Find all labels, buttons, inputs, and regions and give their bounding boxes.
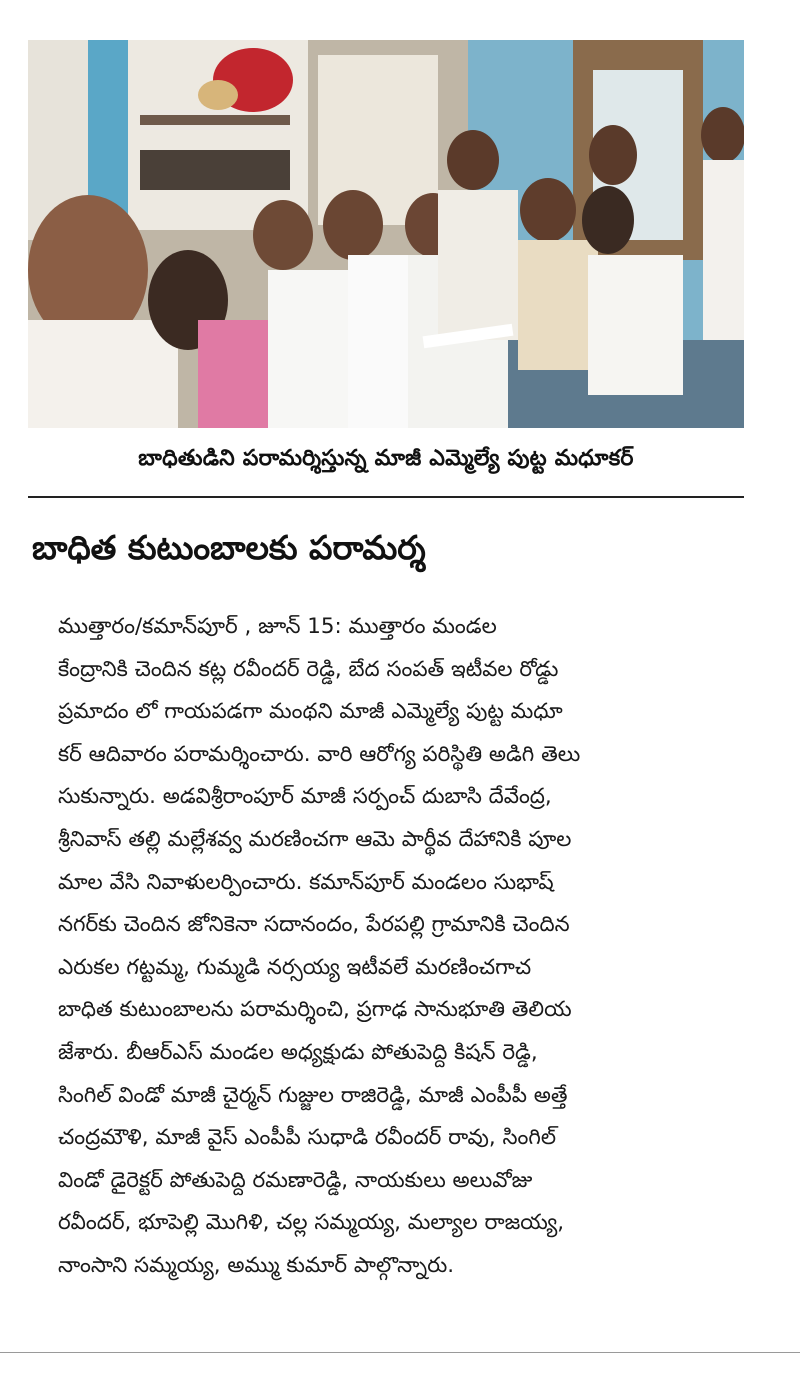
body-line: విండో డైరెక్టర్ పోతుపెద్ది రమణారెడ్డి, నాయకులు అలువోజు [58,1167,533,1193]
body-line: చంద్రమౌళి, మాజీ వైస్ ఎంపీపీ సుధాడి రవీందర్ రావు, సింగిల్ [58,1125,556,1151]
body-line: నగర్‌కు చెందిన జోనికెనా సదానందం, పేరపల్లి గ్రామానికి చెందిన [58,912,570,938]
body-line: కేంద్రానికి చెందిన కట్ల రవీందర్ రెడ్డి, బేద సంపత్ ఇటీవల రోడ్డు [58,656,559,682]
body-line: ప్రమాదం లో గాయపడగా మంథని మాజీ ఎమ్మెల్యే పుట్ట మధూ [58,699,563,725]
article-headline: బాధిత కుటుంబాలకు పరామర్శ [32,528,426,567]
body-line: బాధిత కుటుంబాలను పరామర్శించి, ప్రగాఢ సానుభూతి తెలియ [58,997,572,1023]
body-line: రవీందర్, భూపెల్లి మొగిళి, చల్ల సమ్మయ్య, మల్యాల రాజయ్య, [58,1210,565,1236]
body-line: శ్రీనివాస్ తల్లి మల్లేశవ్వ మరణించగా ఆమె పార్థీవ దేహానికి పూల [58,826,572,852]
article-body [58,606,744,1288]
photo-caption: బాధితుడిని పరామర్శిస్తున్న మాజీ ఎమ్మెల్యే పుట్ట మధూకర్ [138,446,634,471]
body-line: సుకున్నారు. అడవిశ్రీరాంపూర్ మాజీ సర్పంచ్ దుబాసి దేవేంద్ర, [58,784,552,810]
body-line: నాంసాని సమ్మయ్య, అమ్ము కుమార్ పాల్గొన్నారు. [58,1252,455,1278]
body-line: మాల వేసి నివాళులర్పించారు. కమాన్‌పూర్ మండలం సుభాష్ [58,869,554,895]
body-line: ఎరుకల గట్టమ్మ, గుమ్మడి నర్సయ్య ఇటీవలే మరణించగాచ [58,954,532,980]
divider [28,496,744,498]
body-line: సింగిల్ విండో మాజీ చైర్మన్ గుజ్జుల రాజిరెడ్డి, మాజీ ఎంపీపీ అత్తే [58,1082,568,1108]
body-line: ముత్తారం/కమాన్‌పూర్ , జూన్ 15: ముత్తారం మండల [58,614,497,639]
divider [0,1352,800,1353]
news-photo [28,40,744,428]
body-line: జేశారు. బీఆర్ఎస్ మండల అధ్యక్షుడు పోతుపెద్ది కిషన్ రెడ్డి, [58,1039,538,1065]
photo-icon [28,40,744,428]
body-line: కర్ ఆదివారం పరామర్శించారు. వారి ఆరోగ్య పరిస్థితి అడిగి తెలు [58,741,581,767]
